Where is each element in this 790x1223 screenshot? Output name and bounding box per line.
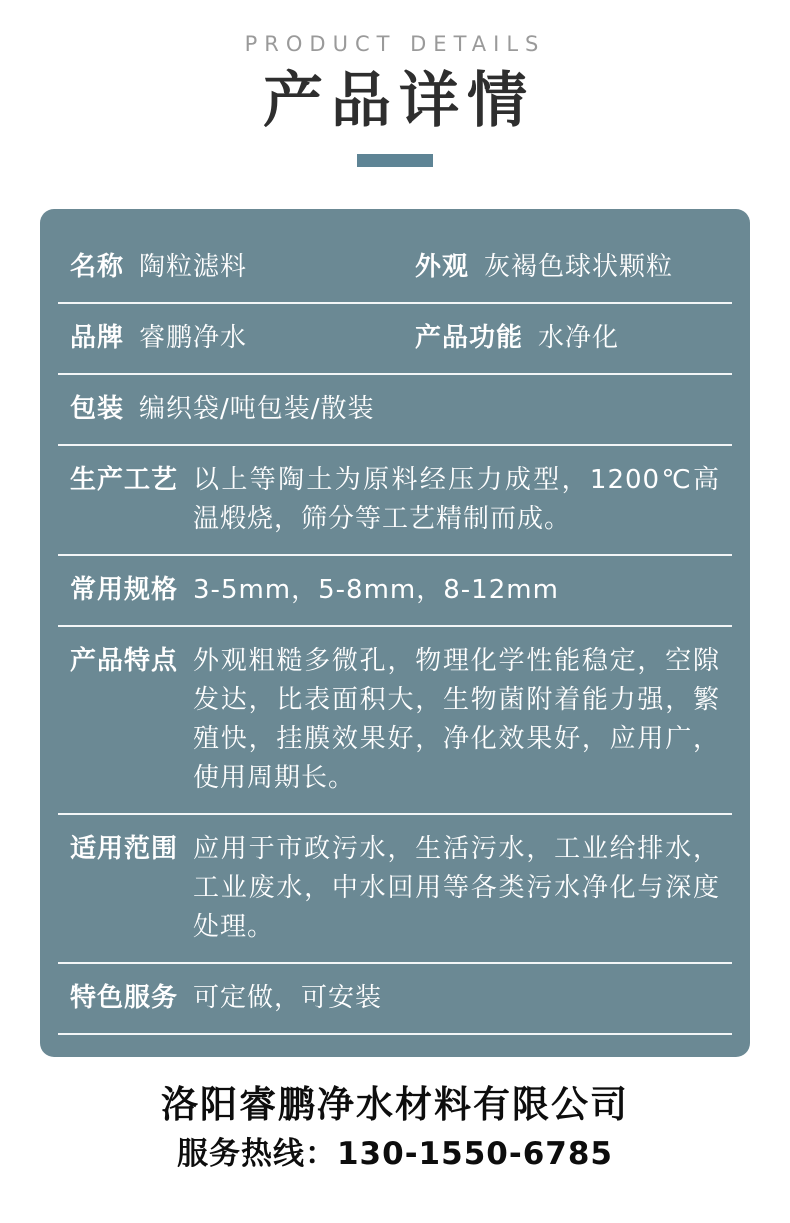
company-name: 洛阳睿鹏净水材料有限公司 [161,1083,629,1126]
spec-panel [40,209,750,1057]
service-hotline [0,1135,790,1173]
field-process [70,461,720,539]
field-name [70,248,415,287]
spec-row-services [58,964,732,1035]
field-specs-label: 常用规格 [70,575,179,605]
spec-row-features [58,627,732,815]
field-appearance-value: 灰褐色球状颗粒 [484,252,674,282]
field-packaging-label: 包装 [70,394,125,424]
field-process-value: 以上等陶土为原料经压力成型，1200℃高温煅烧，筛分等工艺精制而成。 [193,465,720,534]
field-brand [70,319,415,358]
field-features-label: 产品特点 [70,646,179,676]
eyebrow-text: PRODUCT DETAILS [244,32,546,56]
field-appearance-label: 外观 [415,252,470,282]
field-brand-label: 品牌 [70,323,125,353]
field-name-label: 名称 [70,252,125,282]
title-underline-bar [357,154,433,167]
field-brand-value: 睿鹏净水 [139,323,248,353]
field-specs-value: 3-5mm，5-8mm，8-12mm [193,575,559,605]
spec-row-packaging [58,375,732,446]
field-packaging [70,390,720,429]
spec-row-brand-function [58,304,732,375]
spec-row-name-appearance [58,233,732,304]
page-title: 产品详情 [263,66,535,136]
field-scope-label: 适用范围 [70,834,179,864]
footer [0,1083,790,1173]
field-scope [70,830,720,947]
field-name-value: 陶粒滤料 [139,252,248,282]
field-function-label: 产品功能 [415,323,524,353]
field-function [415,319,720,358]
field-scope-value: 应用于市政污水，生活污水，工业给排水，工业废水，中水回用等各类污水净化与深度处理。 [193,834,720,942]
field-appearance [415,248,720,287]
field-process-label: 生产工艺 [70,465,179,495]
spec-row-scope [58,815,732,964]
hotline-number: 130-1550-6785 [336,1136,613,1172]
field-features-value: 外观粗糙多微孔，物理化学性能稳定，空隙发达，比表面积大，生物菌附着能力强，繁殖快，挂膜效果好，净化效果好，应用广，使用周期长。 [193,646,720,793]
field-services-label: 特色服务 [70,983,179,1013]
product-details-page [0,32,790,1223]
spec-row-specs [58,556,732,627]
field-services [70,979,720,1018]
hotline-label: 服务热线： [176,1136,337,1172]
field-packaging-value: 编织袋/吨包装/散装 [139,394,375,424]
spec-row-process [58,446,732,556]
field-specs [70,571,720,610]
field-services-value: 可定做，可安装 [193,983,383,1013]
field-function-value: 水净化 [538,323,620,353]
field-features [70,642,720,798]
